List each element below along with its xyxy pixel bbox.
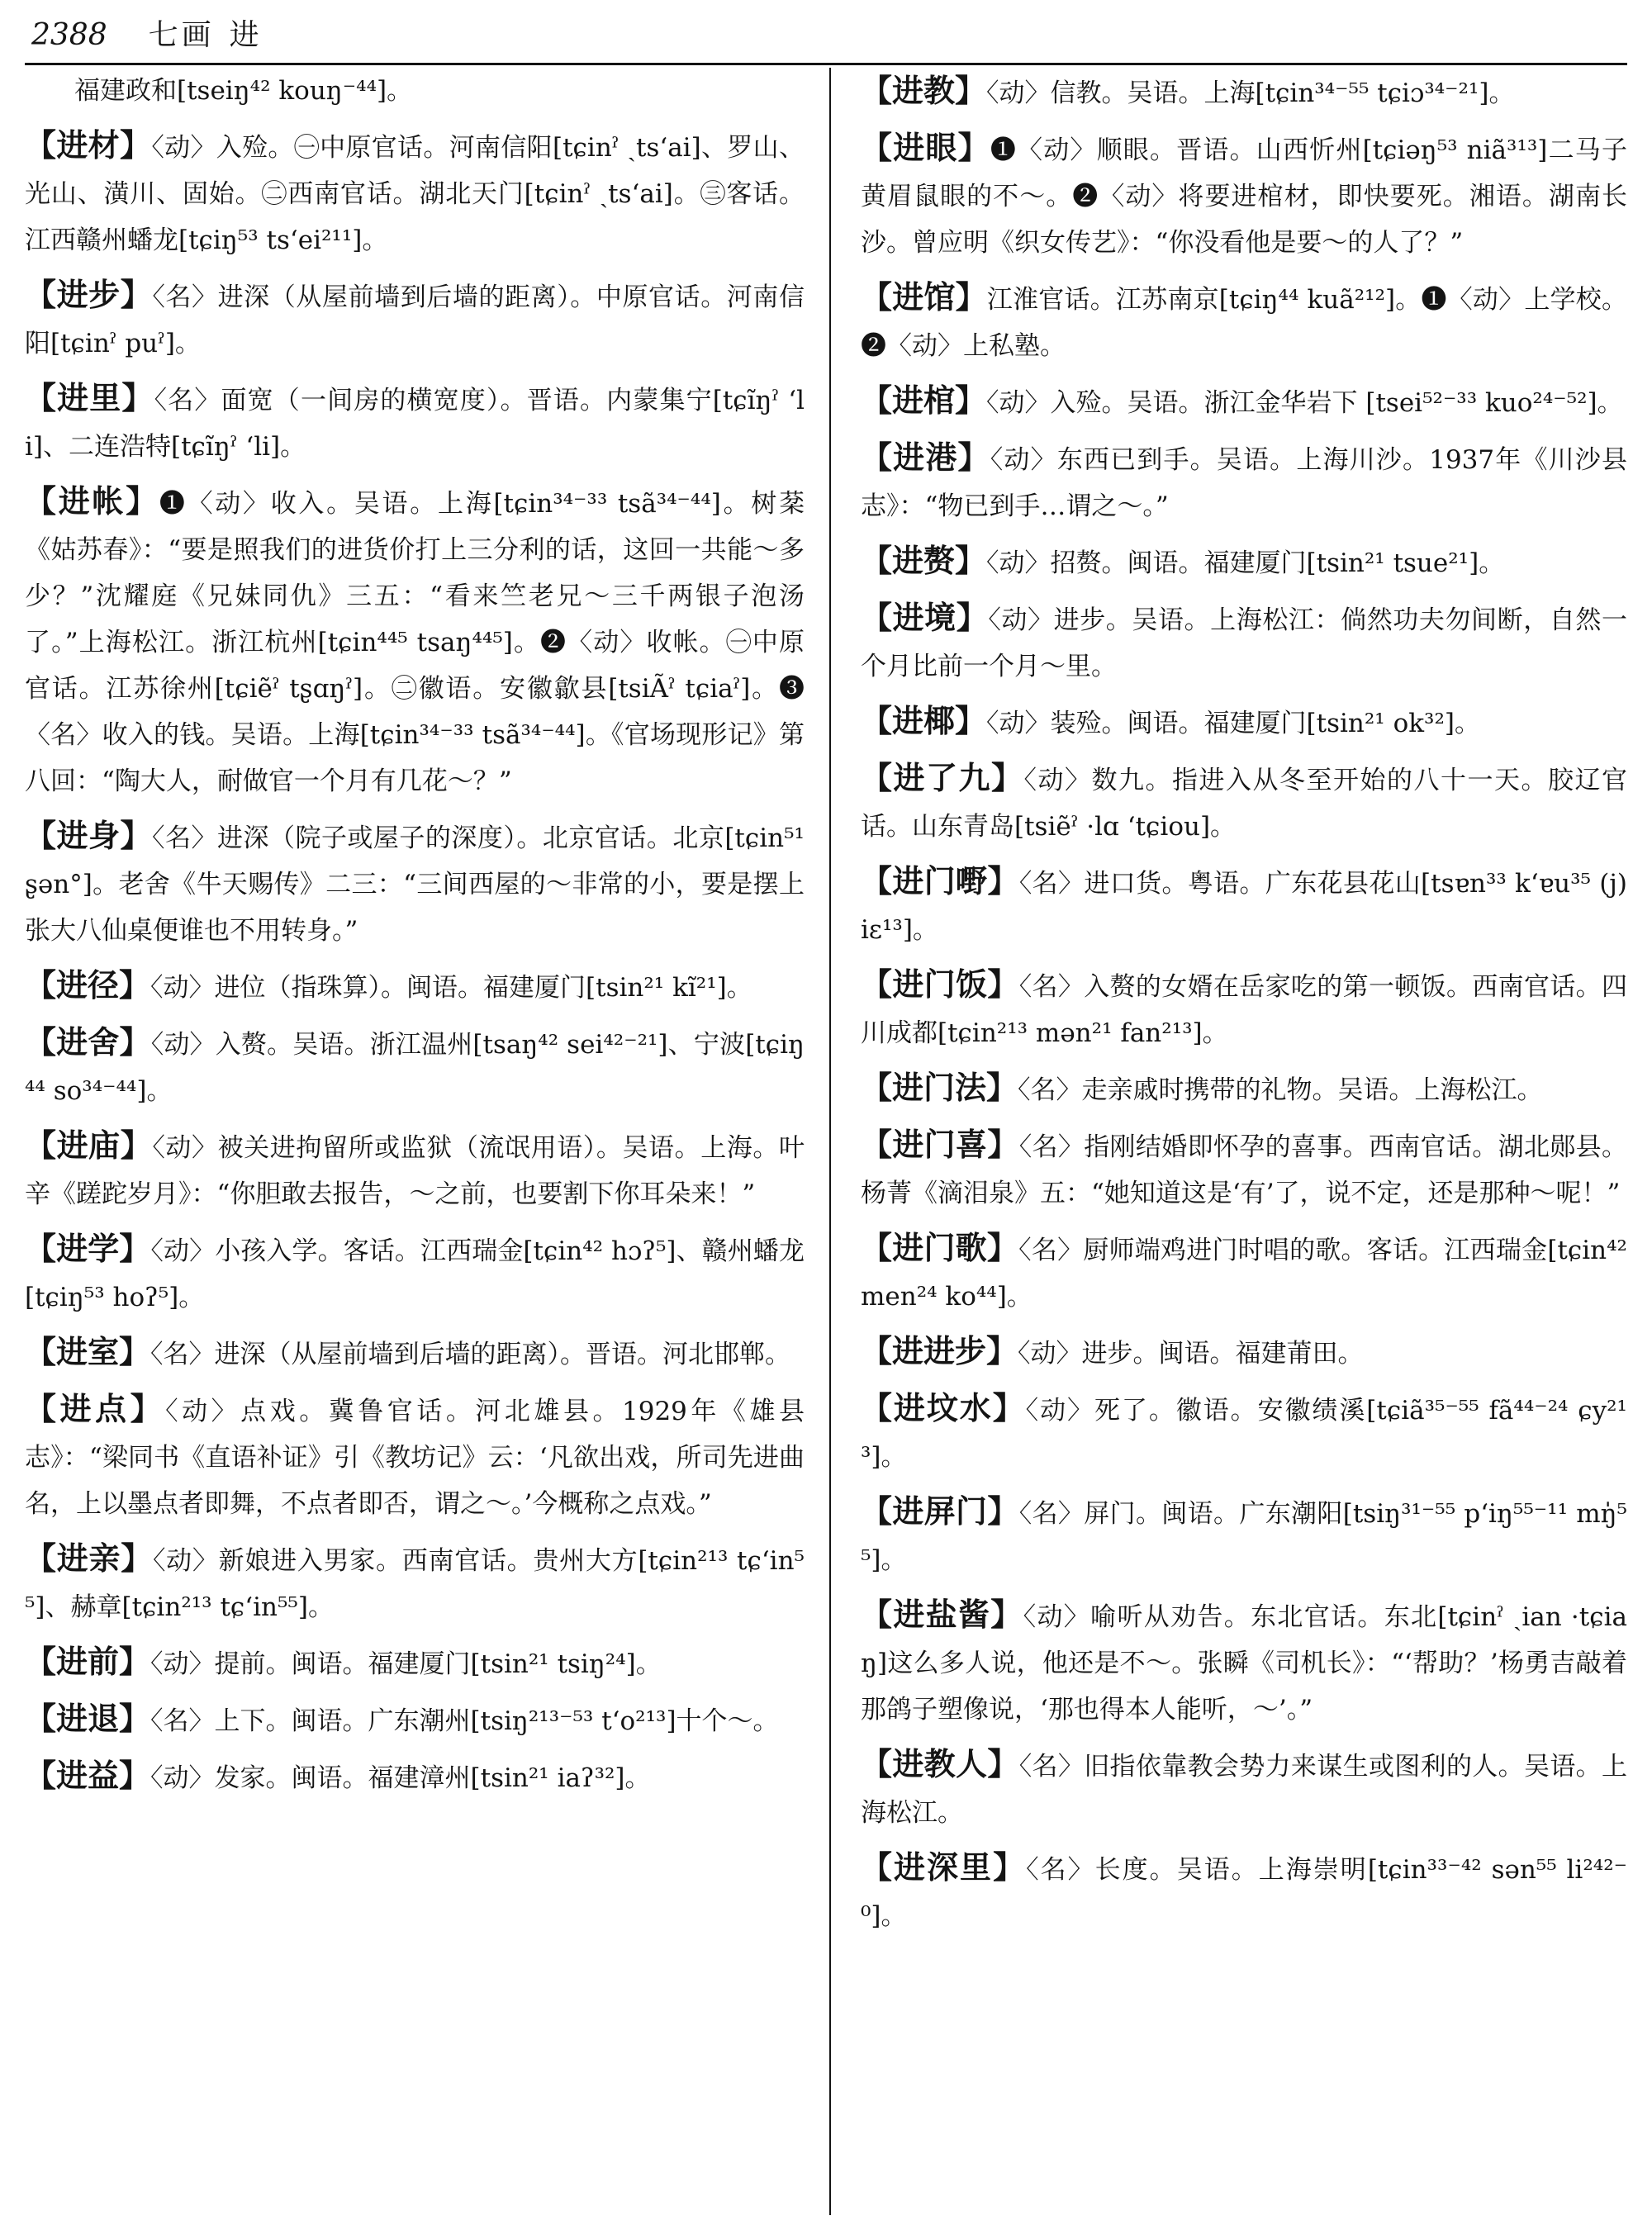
entry-definition: 〈动〉提前。闽语。福建厦门[tsin²¹ tsiŋ²⁴]。 [150,1649,662,1679]
entry-definition: 〈名〉面宽（一间房的横宽度）。晋语。内蒙集宁[tɕĩŋˀ ‘li]、二连浩特[tɕĩŋˀ ‘li]。 [25,386,805,462]
dictionary-entry [25,1639,805,1687]
dictionary-entry [25,1226,805,1321]
entry-definition: 〈动〉装殓。闽语。福建厦门[tsin²¹ ok³²]。 [986,709,1480,738]
entry-headword: 【进庙】 [25,1127,153,1164]
entry-headword: 【进舍】 [25,1024,151,1060]
entry-headword: 【进材】 [25,127,152,164]
entry-definition: 〈动〉小孩入学。客话。江西瑞金[tɕin⁴² hɔʔ⁵]、赣州蟠龙[tɕiŋ⁵³ hoʔ⁵]。 [25,1236,805,1312]
entry-definition: 〈动〉入殓。㊀中原官话。河南信阳[tɕinˀ ˏts‘ai]、罗山、光山、潢川、固始。㊁西南官话。湖北天门[tɕinˀ ˏts‘ai]。㊂客话。江西赣州蟠龙[tɕiŋ⁵³ ts‘ei²¹¹]。 [25,133,805,255]
dictionary-entry [861,1122,1627,1217]
dictionary-entry [861,1488,1627,1583]
dictionary-entry [861,125,1627,266]
entry-headword: 【进里】 [25,380,154,416]
entry-definition: 〈动〉进步。闽语。福建莆田。 [1018,1339,1364,1369]
entry-definition: 〈动〉喻听从劝告。东北官话。东北[tɕinˀ ˏian ·tɕiaŋ]这么多人说，他还是不～。张瞬《司机长》：“‘帮助？’杨勇吉敲着那鸽子塑像说，‘那也得本人能听，～’。” [861,1602,1627,1725]
dictionary-entry [25,375,805,470]
entry-definition: ❶〈动〉收入。吴语。上海[tɕin³⁴⁻³³ tsã³⁴⁻⁴⁴]。树棻《姑苏春》：“要是照我们的进货价打上三分利的话，这回一共能～多少？”沈耀庭《兄妹同仇》三五：“看来竺老兄～三千两银子泡汤了。”上海松江。浙江杭州[tɕin⁴⁴⁵ tsaŋ⁴⁴⁵]。❷〈动〉收帐。㊀中原官话。江苏徐州[tɕiẽˀ tʂɑŋˀ]。㊁徽语。安徽歙县[tsiÃˀ tɕiaˀ]。❸〈名〉收入的钱。吴语。上海[tɕin³⁴⁻³³ tsã³⁴⁻⁴⁴]。《官场现形记》第八回：“陶大人，耐做官一个月有几花～？” [25,489,805,796]
dictionary-entry [25,813,805,954]
dictionary-entry [25,1329,805,1378]
dictionary-entry [861,595,1627,690]
dictionary-entry [861,1844,1627,1939]
entry-headword: 【进身】 [25,818,152,854]
entry-definition: 〈动〉点戏。冀鲁官话。河北雄县。1929年《雄县志》：“梁同书《直语补证》引《教坊记》云：‘凡欲出戏，所司先进曲名，上以墨点者即舞，不点者即否，谓之～。’今概称之点戏。” [25,1397,805,1519]
entry-headword: 【进径】 [25,967,151,1004]
entry-headword: 【进室】 [25,1334,151,1370]
dictionary-entry [861,961,1627,1056]
dictionary-entry [25,68,805,114]
entry-definition: 〈名〉旧指依靠教会势力来谋生或图利的人。吴语。上海松江。 [861,1752,1627,1828]
entry-headword: 【进前】 [25,1644,151,1680]
entry-definition: 〈动〉信教。吴语。上海[tɕin³⁴⁻⁵⁵ tɕiɔ³⁴⁻²¹]。 [986,78,1515,108]
entry-definition: 〈动〉被关进拘留所或监狱（流氓用语）。吴语。上海。叶辛《蹉跎岁月》：“你胆敢去报告，～之前，也要割下你耳朵来！” [25,1133,805,1209]
entry-definition: 〈名〉进深（从屋前墙到后墙的距离）。晋语。河北邯郸。 [150,1340,791,1369]
dictionary-entry [25,1535,805,1630]
dictionary-entry [861,755,1627,850]
dictionary-entry [25,1019,805,1114]
dictionary-entry [861,698,1627,747]
dictionary-entry [861,1225,1627,1320]
dictionary-entry [25,478,805,804]
entry-headword: 【进境】 [861,600,989,636]
section-label: 七画 [148,18,215,52]
entry-headword: 【进门饭】 [861,966,1019,1003]
entry-definition: 〈名〉进深（从屋前墙到后墙的距离）。中原官话。河南信阳[tɕinˀ puˀ]。 [25,282,805,358]
right-column [861,68,1627,1948]
entry-definition: 〈名〉入赘的女婿在岳家吃的第一顿饭。西南官话。四川成都[tɕin²¹³ mən²¹ fan²¹³]。 [861,972,1627,1048]
entry-headword: 【进盐酱】 [861,1597,1023,1633]
dictionary-entry [25,122,805,263]
entry-headword: 【进棺】 [861,382,987,419]
entry-headword: 【进深里】 [861,1849,1027,1886]
entry-headword: 【进点】 [25,1391,166,1427]
entry-definition: 〈动〉死了。徽语。安徽绩溪[tɕiã³⁵⁻⁵⁵ fã⁴⁴⁻²⁴ ɕy²¹³]。 [861,1396,1627,1472]
entry-definition: 〈名〉厨师端鸡进门时唱的歌。客话。江西瑞金[tɕin⁴² men²⁴ ko⁴⁴]。 [861,1236,1627,1312]
dictionary-entry [861,1065,1627,1113]
entry-headword: 【进进步】 [861,1333,1018,1369]
entry-definition: 〈名〉进深（院子或屋子的深度）。北京官话。北京[tɕin⁵¹ ʂən°]。老舍《牛天赐传》二三：“三间西屋的～非常的小，要是摆上张大八仙桌便谁也不用转身。” [25,823,805,946]
entry-headword: 【进馆】 [861,279,987,316]
entry-headword: 【进门歌】 [861,1230,1019,1266]
dictionary-entry [25,1753,805,1801]
dictionary-entry [861,274,1627,369]
entry-definition: 〈动〉入赘。吴语。浙江温州[tsaŋ⁴² sei⁴²⁻²¹]、宁波[tɕiŋ⁴⁴ so³⁴⁻⁴⁴]。 [25,1030,805,1106]
entry-definition: ❶〈动〉顺眼。晋语。山西忻州[tɕiəŋ⁵³ niã³¹³]二马子黄眉鼠眼的不～。❷〈动〉将要进棺材，即快要死。湘语。湖南长沙。曾应明《织女传艺》：“你没看他是要～的人了？” [861,135,1627,258]
entry-headword: 【进步】 [25,277,153,313]
header-rule [25,63,1627,65]
entry-definition: 〈名〉走亲戚时携带的礼物。吴语。上海松江。 [1018,1075,1543,1105]
entry-headword: 【进门法】 [861,1070,1018,1106]
dictionary-entry [25,1122,805,1217]
dictionary-entry [861,538,1627,586]
dictionary-entry [861,1328,1627,1377]
entry-definition: 江淮官话。江苏南京[tɕiŋ⁴⁴ kuã²¹²]。❶〈动〉上学校。❷〈动〉上私塾。 [861,285,1627,361]
entry-headword: 【进教人】 [861,1746,1019,1782]
entry-definition: 〈名〉屏门。闽语。广东潮阳[tsiŋ³¹⁻⁵⁵ p‘iŋ⁵⁵⁻¹¹ mŋ̍⁵⁵]。 [861,1499,1627,1575]
entry-headword: 【进学】 [25,1231,151,1267]
dictionary-entry [861,1385,1627,1480]
dictionary-entry [861,1741,1627,1836]
entry-definition: 〈名〉指刚结婚即怀孕的喜事。西南官话。湖北郧县。杨菁《滴泪泉》五：“她知道这是‘有’了，说不定，还是那种～呢！” [861,1132,1627,1208]
entry-definition: 〈名〉进口货。粤语。广东花县花山[tsɐn³³ k‘ɐu³⁵ (j)iɛ¹³]。 [861,869,1627,945]
dictionary-entry [861,1592,1627,1733]
dictionary-entry [25,1696,805,1744]
page-number: 2388 [31,18,107,52]
dictionary-entry [861,377,1627,426]
entry-definition: 〈动〉招赘。闽语。福建厦门[tsin²¹ tsue²¹]。 [986,548,1505,578]
entry-headword: 【进门嘢】 [861,863,1019,899]
dictionary-entry [25,962,805,1011]
entry-headword: 【进益】 [25,1758,151,1794]
entry-headword: 【进港】 [861,439,990,476]
entry-headword: 【进屏门】 [861,1493,1019,1530]
entry-headword: 【进亲】 [25,1540,153,1577]
dictionary-entry [25,272,805,367]
running-head [31,12,1619,59]
entry-definition: 〈动〉东西已到手。吴语。上海川沙。1937年《川沙县志》：“物已到手…谓之～。” [861,445,1627,521]
dictionary-entry [861,858,1627,953]
entry-definition: 〈名〉长度。吴语。上海崇明[tɕin³³⁻⁴² sən⁵⁵ li²⁴²⁻⁰]。 [861,1855,1627,1931]
head-character: 进 [229,18,259,52]
entry-headword: 【进帐】 [25,483,159,520]
column-divider [829,68,831,2215]
entry-definition: 〈动〉进位（指珠算）。闽语。福建厦门[tsin²¹ kĩ²¹]。 [150,973,752,1003]
entry-headword: 【进了九】 [861,760,1024,796]
entry-headword: 【进教】 [861,73,987,109]
entry-headword: 【进赘】 [861,543,987,579]
entry-definition: 〈动〉入殓。吴语。浙江金华岩下 [tsei⁵²⁻³³ kuo²⁴⁻⁵²]。 [986,388,1623,418]
entry-headword: 【进门喜】 [861,1127,1019,1163]
dictionary-entry [861,68,1627,116]
left-column [25,68,805,1810]
dictionary-entry [861,434,1627,529]
dictionary-entry [25,1386,805,1527]
entry-definition: 〈动〉新娘进入男家。西南官话。贵州大方[tɕin²¹³ tɕ‘in⁵⁵]、赫章[tɕin²¹³ tɕ‘in⁵⁵]。 [25,1546,805,1622]
entry-definition: 〈名〉上下。闽语。广东潮州[tsiŋ²¹³⁻⁵³ t‘o²¹³]十个～。 [150,1706,779,1736]
entry-definition: 〈动〉数九。指进入从冬至开始的八十一天。胶辽官话。山东青岛[tsiẽˀ ·lɑ ‘tɕiou]。 [861,766,1627,842]
entry-definition: 〈动〉进步。吴语。上海松江：倘然功夫勿间断，自然一个月比前一个月～里。 [861,605,1627,681]
entry-headword: 【进退】 [25,1701,151,1737]
entry-headword: 【进坟水】 [861,1390,1026,1426]
entry-headword: 【进眼】 [861,130,990,166]
entry-definition: 福建政和[tseiŋ⁴² kouŋ⁻⁴⁴]。 [74,76,413,106]
entry-definition: 〈动〉发家。闽语。福建漳州[tsin²¹ iaʔ³²]。 [150,1763,651,1793]
entry-headword: 【进椰】 [861,703,987,739]
